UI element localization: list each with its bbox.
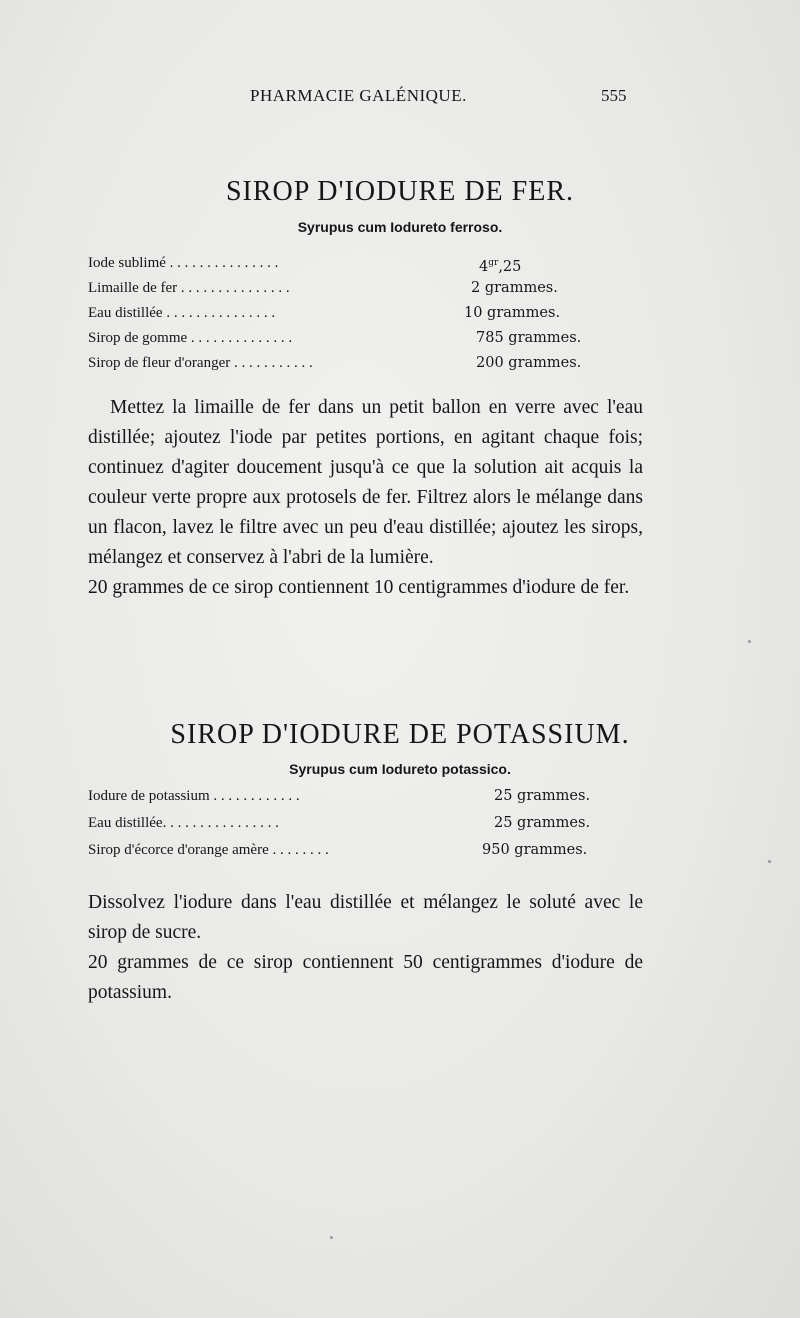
ingredient-row [88,326,608,351]
ingredient-name: Eau distillée. . . . . . . . . . . . . . . . [88,815,279,831]
section-title: SIROP D'IODURE DE POTASSIUM. [170,719,630,750]
ingredient-list [88,251,608,376]
ingredient-quantity: 25 grammes. [494,788,591,804]
ingredient-name: Eau distillée . . . . . . . . . . . . . . . [88,305,276,321]
running-head-title: PHARMACIE GALÉNIQUE. [250,86,467,105]
ingredient-quantity: 2 grammes. [471,280,558,296]
ingredient-row [88,251,608,276]
paragraph: 20 grammes de ce sirop contiennent 50 centigrammes d'iodure de potassium. [88,952,643,1003]
page-number: 555 [601,86,627,105]
ingredient-name: Iodure de potassium . . . . . . . . . . . . [88,788,300,804]
ingredient-name: Limaille de fer . . . . . . . . . . . . . . . [88,280,290,296]
ingredient-row [88,351,608,376]
paragraph: Dissolvez l'iodure dans l'eau distillée et mélangez le soluté avec le sirop de sucre. [88,892,643,943]
ingredient-list [88,784,608,865]
ingredient-name: Sirop de fleur d'oranger . . . . . . . . . . . [88,355,313,371]
paper-speck [748,640,751,643]
section-subtitle: Syrupus cum Iodureto potassico. [289,761,511,777]
section-subtitle: Syrupus cum Iodureto ferroso. [297,219,503,235]
paragraph: 20 grammes de ce sirop contiennent 10 centigrammes d'iodure de fer. [88,577,630,598]
ingredient-quantity: 950 grammes. [482,842,588,858]
paragraph: Mettez la limaille de fer dans un petit ballon en verre avec l'eau distillée; ajoutez l'iode par petites portions, en agitant chaque fois; continuez d'agiter doucement jusqu'à ce que la solution ait acquis la couleur verte propre aux protosels de fer. Filtrez alors le mélange dans un flacon, lavez le filtre avec un peu d'eau distillée; ajoutez les sirops, mélangez et conservez à l'abri de la lumière. [88,397,643,568]
ingredient-name: Sirop de gomme . . . . . . . . . . . . . . [88,330,293,346]
paper-speck [330,1236,333,1239]
ingredient-row [88,811,608,838]
ingredient-name: Sirop d'écorce d'orange amère . . . . . . . . [88,842,329,858]
ingredient-row [88,301,608,326]
ingredient-name: Iode sublimé . . . . . . . . . . . . . . . [88,255,279,271]
running-head [0,86,800,110]
ingredient-row [88,838,608,865]
ingredient-quantity: 200 grammes. [476,355,582,371]
ingredient-row [88,784,608,811]
instructions-paragraph [88,888,643,1008]
ingredient-quantity: $4^{gr},25$ [479,258,522,275]
ingredient-quantity: 10 grammes. [464,305,561,321]
paper-speck [768,860,771,863]
ingredient-quantity: 25 grammes. [494,815,591,831]
ingredient-row [88,276,608,301]
instructions-paragraph [88,393,643,603]
section-title: SIROP D'IODURE DE FER. [225,176,575,207]
ingredient-quantity: 785 grammes. [476,330,582,346]
